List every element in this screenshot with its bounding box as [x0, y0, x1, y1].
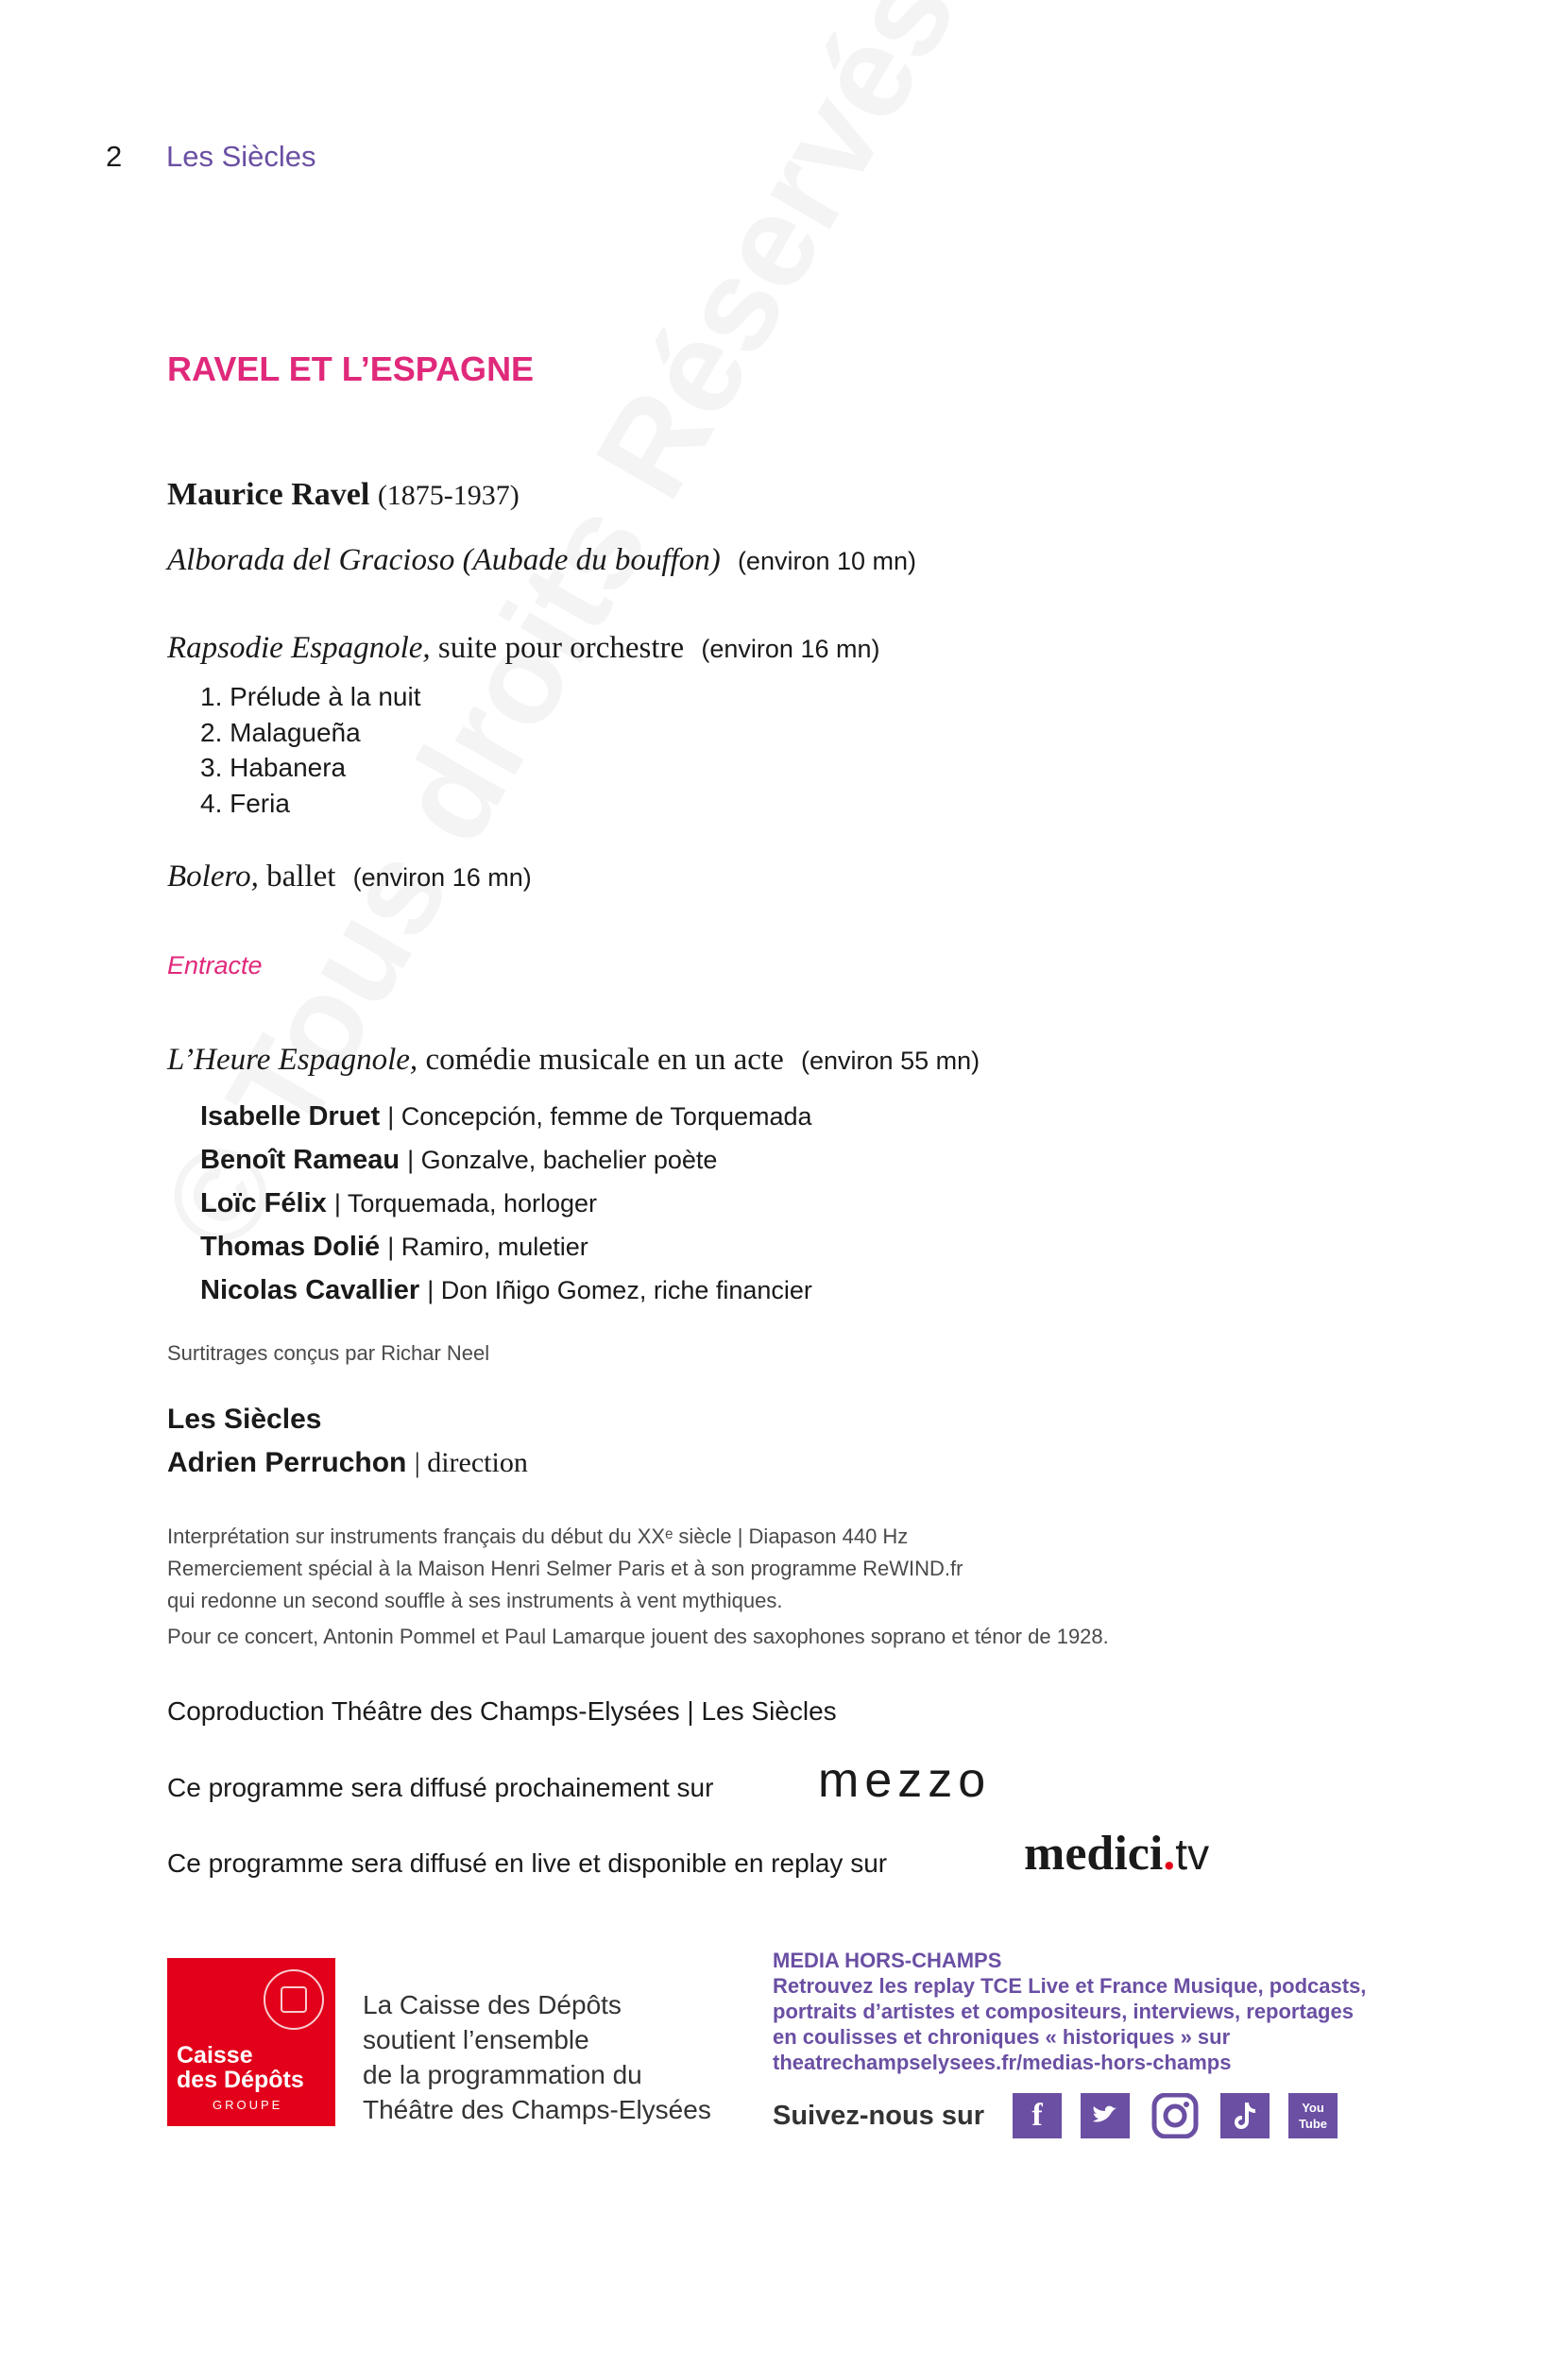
broadcast-mezzo-text: Ce programme sera diffusé prochainement sur	[167, 1773, 714, 1802]
medici-logo-dot: .	[1163, 1827, 1176, 1881]
work-desc: comédie musicale en un acte	[425, 1043, 784, 1077]
composer-name: Maurice Ravel	[167, 477, 370, 512]
cast-role: | Gonzalve, bachelier poète	[407, 1146, 718, 1174]
note-line: Interprétation sur instruments français du début du XXᵉ siècle | Diapason 440 Hz	[167, 1524, 909, 1548]
cast-role: | Ramiro, muletier	[387, 1233, 588, 1261]
work-title: Alborada del Gracioso (Aubade du bouffon)	[167, 543, 721, 577]
ensemble-name: Les Siècles	[167, 1404, 322, 1435]
media-line: Retrouvez les replay TCE Live et France Musique, podcasts,	[773, 1974, 1367, 1998]
list-item: 2. Malagueña	[200, 718, 361, 747]
sponsor-text-line: Théâtre des Champs-Elysées	[363, 2095, 711, 2124]
cast-name: Thomas Dolié	[200, 1232, 381, 1262]
cast-member	[200, 1232, 588, 1263]
note-line: qui redonne un second souffle à ses instruments à vent mythiques.	[167, 1589, 783, 1612]
program-title: RAVEL ET L’ESPAGNE	[167, 349, 535, 388]
composer-dates: (1875-1937)	[377, 480, 520, 511]
cast-member	[200, 1188, 597, 1219]
youtube-icon[interactable]: You Tube	[1288, 2093, 1338, 2138]
work-duration: (environ 55 mn)	[801, 1047, 980, 1075]
caisse-des-depots-logo	[167, 1958, 335, 2126]
list-item: 3. Habanera	[200, 753, 347, 782]
conductor-name: Adrien Perruchon	[167, 1447, 407, 1478]
tiktok-icon[interactable]	[1220, 2093, 1270, 2138]
medici-logo-tld: tv	[1175, 1830, 1210, 1879]
running-title: Les Siècles	[166, 140, 316, 173]
work-duration: (environ 16 mn)	[701, 635, 880, 663]
work-desc: suite pour orchestre	[437, 631, 685, 665]
sponsor-text-line: de la programmation du	[363, 2060, 642, 2089]
broadcast-medici-text: Ce programme sera diffusé en live et disponible en replay sur	[167, 1848, 888, 1878]
note-line: Remerciement spécial à la Maison Henri Selmer Paris et à son programme ReWIND.fr	[167, 1557, 963, 1580]
work-duration: (environ 10 mn)	[737, 547, 917, 575]
list-item: 1. Prélude à la nuit	[200, 682, 421, 711]
sponsor-text-line: La Caisse des Dépôts	[363, 1990, 622, 2019]
medici-logo-main: medici	[1024, 1827, 1164, 1881]
media-line: theatrechampselysees.fr/medias-hors-champs	[773, 2051, 1232, 2074]
conductor-line	[167, 1447, 528, 1479]
work-desc: ballet	[266, 860, 336, 894]
cast-role: | Torquemada, horloger	[333, 1189, 598, 1218]
cast-role: | Don Iñigo Gomez, riche financier	[427, 1276, 812, 1304]
medici-logo	[1024, 1826, 1209, 1882]
follow-label: Suivez-nous sur	[773, 2101, 984, 2131]
facebook-icon[interactable]: f	[1013, 2093, 1062, 2138]
work-bolero	[167, 860, 532, 894]
cast-member	[200, 1101, 812, 1132]
composer-line	[167, 477, 520, 513]
logo-text: GROUPE	[213, 2098, 283, 2112]
work-heure-espagnole	[167, 1043, 980, 1078]
cast-member	[200, 1145, 717, 1176]
work-title: L’Heure Espagnole,	[167, 1043, 418, 1077]
note-line: Pour ce concert, Antonin Pommel et Paul Lamarque jouent des saxophones soprano et ténor de 1928.	[167, 1625, 1109, 1648]
logo-text: des Dépôts	[177, 2067, 304, 2093]
media-heading: MEDIA HORS-CHAMPS	[773, 1949, 1002, 1972]
surtitles-credit: Surtitrages conçus par Richar Neel	[167, 1341, 490, 1365]
work-title: Bolero,	[167, 860, 259, 894]
logo-text: Caisse	[177, 2042, 253, 2069]
cast-name: Nicolas Cavallier	[200, 1275, 420, 1305]
sponsor-text-line: soutient l’ensemble	[363, 2025, 589, 2054]
interval-label: Entracte	[167, 951, 263, 979]
coproduction-line: Coproduction Théâtre des Champs-Elysées | Les Siècles	[167, 1696, 837, 1726]
media-block	[773, 1948, 1366, 2075]
work-title: Rapsodie Espagnole,	[167, 631, 431, 665]
media-line: en coulisses et chroniques « historiques » sur	[773, 2025, 1231, 2049]
work-rapsodie	[167, 631, 879, 666]
sponsor-text	[363, 1987, 711, 2127]
list-item: 4. Feria	[200, 789, 290, 818]
social-icons	[1013, 2093, 1356, 2138]
cast-role: | Concepción, femme de Torquemada	[387, 1102, 812, 1131]
work-alborada	[167, 543, 916, 578]
cast-member	[200, 1275, 812, 1306]
instagram-icon[interactable]	[1149, 2093, 1202, 2138]
media-line: portraits d’artistes et compositeurs, interviews, reportages	[773, 2000, 1354, 2023]
page-number: 2	[106, 140, 123, 173]
seal-icon	[264, 1969, 324, 2030]
cast-name: Loïc Félix	[200, 1188, 327, 1218]
twitter-icon[interactable]	[1081, 2093, 1130, 2138]
cast-name: Isabelle Druet	[200, 1101, 381, 1132]
work-duration: (environ 16 mn)	[352, 863, 532, 892]
mezzo-logo: mezzo	[818, 1753, 992, 1808]
cast-name: Benoît Rameau	[200, 1145, 401, 1175]
conductor-role: | direction	[414, 1447, 528, 1478]
